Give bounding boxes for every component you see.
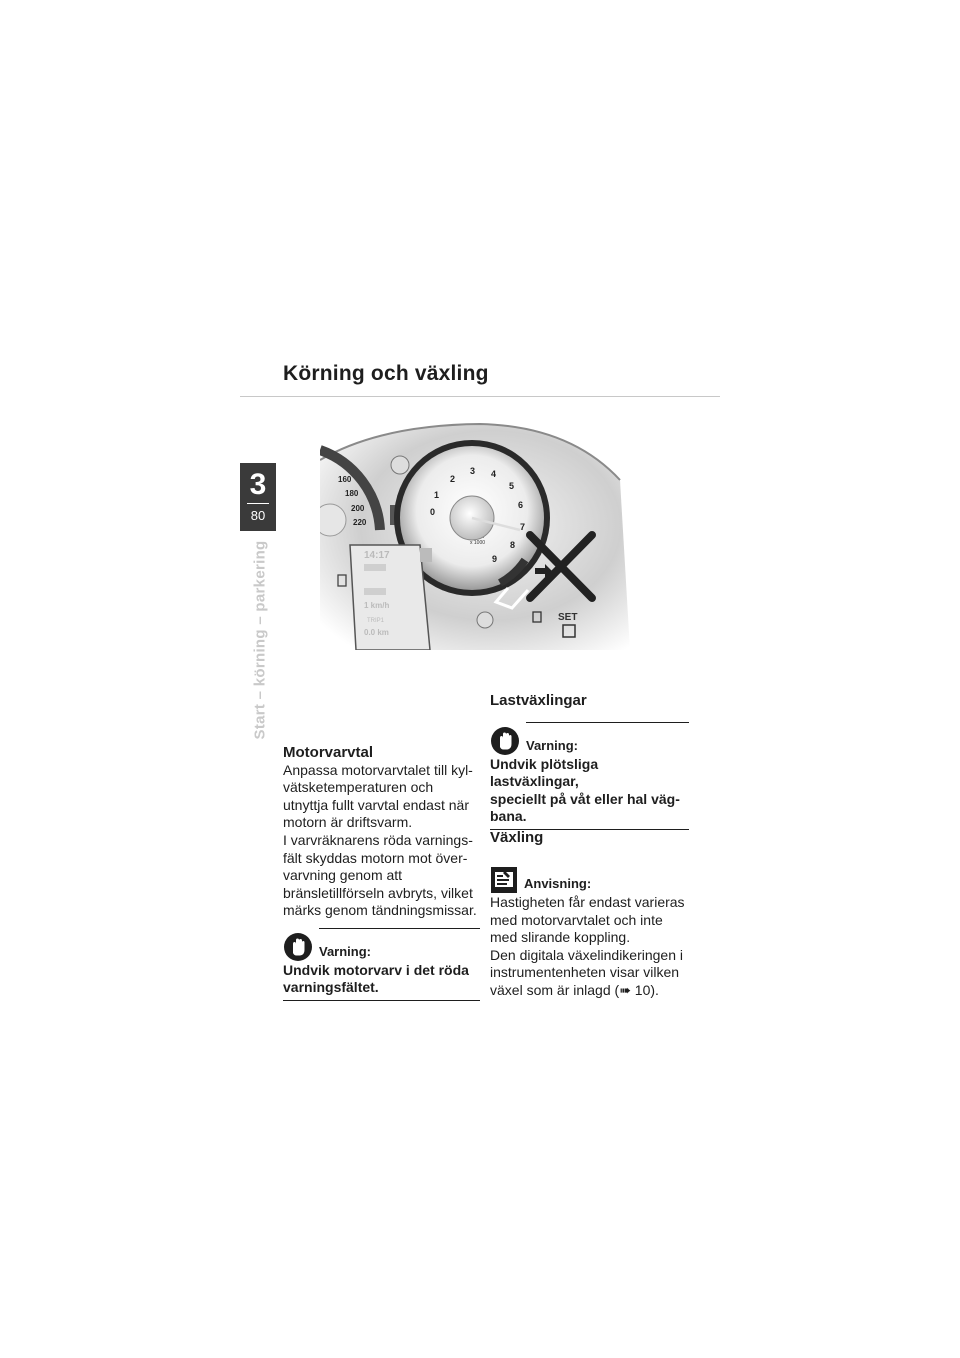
speed-tick: 220 <box>353 518 367 527</box>
rpm-tick: 9 <box>492 554 498 564</box>
warning-text: Undvik motorvarv i det röda varningsfältet. <box>283 961 469 996</box>
note-text: Hastigheten får endast varieras med motorvarvtalet och inte med slirande koppling. Den digitala växelindikeringen i instrumentenheten visar vilken växel som är inlagd (➠ 10). <box>490 894 685 998</box>
speed-tick: 200 <box>351 504 365 513</box>
rpm-tick: 8 <box>510 540 516 550</box>
chapter-number: 3 <box>249 468 267 501</box>
right-column <box>490 692 690 710</box>
speed-tick: 180 <box>345 489 359 498</box>
note-document-icon <box>490 866 518 894</box>
consumption-readout: 1 km/h <box>364 601 390 610</box>
rpm-tick: 1 <box>434 490 440 500</box>
speed-tick: 160 <box>338 475 352 484</box>
clock-readout: 14:17 <box>364 550 390 561</box>
page-number: 80 <box>250 508 266 523</box>
odometer-readout: 0.0 km <box>364 628 389 637</box>
rpm-tick: 7 <box>520 522 526 532</box>
section-heading-motorvarvtal: Motorvarvtal <box>283 744 374 761</box>
rpm-tick: 6 <box>518 500 524 510</box>
page-title: Körning och växling <box>283 362 489 385</box>
rpm-tick: 5 <box>509 481 515 491</box>
trip-label: TRIP1 <box>367 618 385 624</box>
set-label: SET <box>558 612 578 623</box>
warning-text: Undvik plötsliga lastväxlingar, speciellt på våt eller hal väg- bana. <box>490 755 680 825</box>
rpm-tick: 0 <box>430 507 436 517</box>
chapter-divider <box>247 503 269 504</box>
section-heading-lastvaxlingar: Lastväxlingar <box>490 692 587 709</box>
tachometer-illustration <box>320 420 630 650</box>
rpm-tick: 3 <box>470 466 476 476</box>
warning-box-load <box>490 722 689 830</box>
chapter-tab <box>240 463 276 531</box>
note-box-shifting <box>490 866 690 1000</box>
rpm-multiplier: x 1000 <box>470 540 486 546</box>
warning-rule <box>526 722 689 723</box>
warning-hand-icon <box>490 726 520 756</box>
warning-hand-icon <box>283 932 313 962</box>
warning-label: Varning: <box>526 738 579 753</box>
title-divider <box>240 396 720 397</box>
warning-rule <box>319 928 480 929</box>
note-label: Anvisning: <box>524 876 592 892</box>
rpm-tick: 2 <box>450 474 456 484</box>
rpm-tick: 4 <box>491 469 497 479</box>
instrument-cluster-drawing <box>320 420 630 650</box>
warning-label: Varning: <box>319 944 372 959</box>
vaxling-section <box>490 829 690 847</box>
chapter-side-label: Start – körning – parkering <box>251 540 269 740</box>
left-column <box>283 744 481 920</box>
motorvarvtal-body: Anpassa motorvarvtalet till kyl- vätsketemperaturen och utnyttja fullt varvtal endast när motorn är driftsvarm. I varvräknarens röda varnings- fält skyddas motorn mot över- varvning genom att bränsletillförseln avbryts, vilket märks genom tändningsmissar. <box>283 761 477 919</box>
warning-box-rpm <box>283 928 480 1001</box>
section-heading-vaxling: Växling <box>490 829 544 846</box>
